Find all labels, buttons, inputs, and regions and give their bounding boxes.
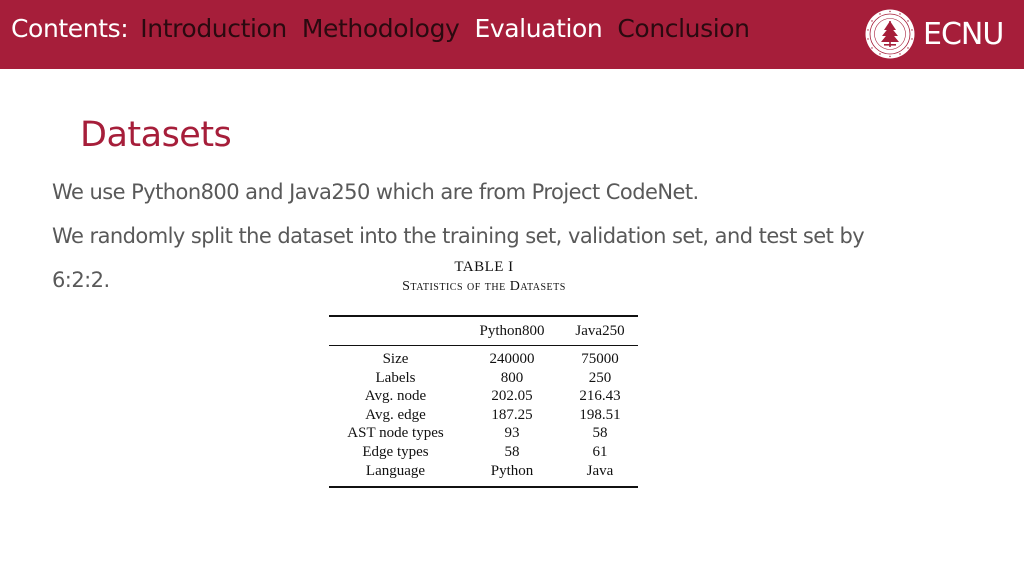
header-bar <box>0 0 1024 69</box>
nav-evaluation[interactable]: Evaluation <box>474 14 603 43</box>
table-header-rule <box>329 345 638 346</box>
row-label: Labels <box>375 369 416 386</box>
table-caption-number: TABLE I <box>454 259 514 275</box>
table-caption-title: Statistics of the Datasets <box>402 279 566 294</box>
body-line-2: We randomly split the dataset into the training set, validation set, and test set by <box>52 224 865 248</box>
row-label: Avg. node <box>364 388 427 405</box>
row-label: Language <box>365 462 426 479</box>
java250-cell: 75000 <box>581 351 619 367</box>
ecnu-emblem-icon <box>864 8 916 60</box>
column-header-python800: Python800 <box>479 323 545 339</box>
column-header-java250: Java250 <box>575 323 625 339</box>
python800-cell: 187.25 <box>491 406 533 423</box>
nav-conclusion[interactable]: Conclusion <box>617 14 750 43</box>
table-bottom-rule <box>329 486 638 488</box>
row-label: Size <box>382 351 409 367</box>
slide-title: Datasets <box>80 115 232 155</box>
table-top-rule <box>329 315 638 317</box>
nav-methodology[interactable]: Methodology <box>301 14 460 43</box>
row-label: Avg. edge <box>365 406 426 423</box>
java250-cell: 198.51 <box>579 406 621 423</box>
python800-column <box>462 350 562 480</box>
ecnu-logo-text: ECNU <box>923 17 1004 52</box>
java250-cell: 58 <box>592 425 608 442</box>
python800-cell: Python <box>490 462 534 479</box>
java250-cell: 250 <box>588 369 612 386</box>
row-labels-column <box>329 350 462 480</box>
row-label: AST node types <box>347 425 444 442</box>
body-line-3: 6:2:2. <box>52 268 110 292</box>
python800-cell: 93 <box>504 425 520 442</box>
row-label: Edge types <box>362 443 429 460</box>
nav-introduction[interactable]: Introduction <box>140 14 287 43</box>
java250-cell: 61 <box>592 443 608 460</box>
java250-column <box>562 350 638 480</box>
python800-cell: 240000 <box>489 351 535 367</box>
body-line-1: We use Python800 and Java250 which are from Project CodeNet. <box>52 180 699 204</box>
contents-label: Contents: <box>11 14 129 43</box>
java250-cell: Java <box>586 462 614 479</box>
python800-cell: 202.05 <box>491 388 533 405</box>
python800-cell: 800 <box>500 369 524 386</box>
python800-cell: 58 <box>504 443 520 460</box>
contents-nav <box>11 14 765 43</box>
java250-cell: 216.43 <box>579 388 621 405</box>
